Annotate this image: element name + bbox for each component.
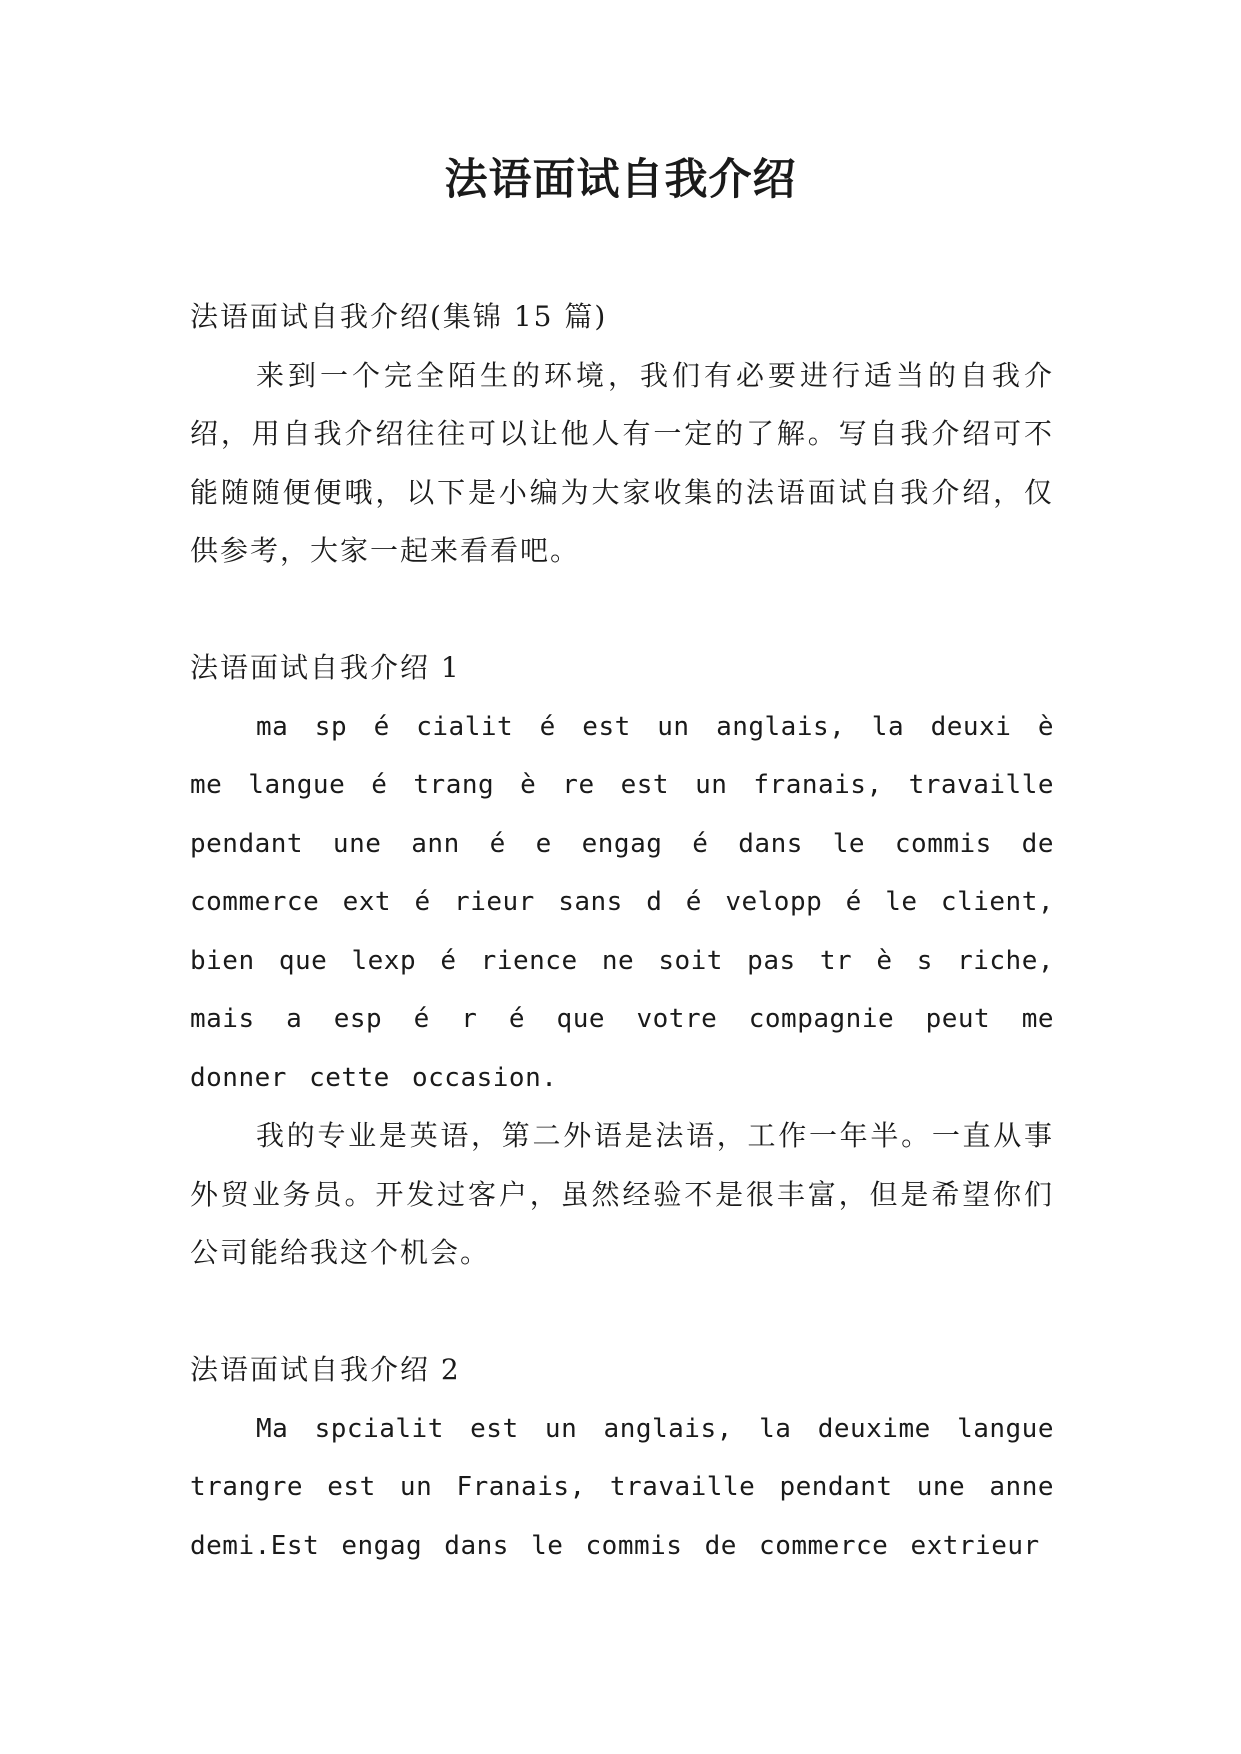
intro-paragraph: 来到一个完全陌生的环境，我们有必要进行适当的自我介绍，用自我介绍往往可以让他人有一定的了解。写自我介绍可不能随随便便哦，以下是小编为大家收集的法语面试自我介绍，仅供参考，大家一起来看看吧。 (190, 358, 1054, 567)
document-body (190, 288, 1054, 1575)
document-title: 法语面试自我介绍 (444, 155, 797, 205)
french-paragraph: ma sp é cialit é est un anglais, la deuxi è me langue é trang è re est un franais, travaille pendant une ann é e engag é dans le commis de commerce ext é rieur sans d é velopp é le client, bien que lexp é rience ne soit pas tr è s riche, mais a esp é r é que votre compagnie peut me donner cette occasion. (190, 711, 1054, 1093)
french-paragraph: Ma spcialit est un anglais, la deuxime langue trangre est un Franais, travaille pendant une anne demi.Est engag dans le commis de commerce extrieur (190, 1413, 1054, 1561)
spacer (190, 1283, 1054, 1342)
collection-subtitle: 法语面试自我介绍(集锦 15 篇) (190, 300, 608, 333)
chinese-paragraph: 我的专业是英语，第二外语是法语，工作一年半。一直从事外贸业务员。开发过客户，虽然经验不是很丰富，但是希望你们公司能给我这个机会。 (190, 1119, 1054, 1269)
section-heading: 法语面试自我介绍 2 (190, 1353, 461, 1386)
spacer (190, 581, 1054, 640)
section-heading: 法语面试自我介绍 1 (190, 651, 461, 684)
